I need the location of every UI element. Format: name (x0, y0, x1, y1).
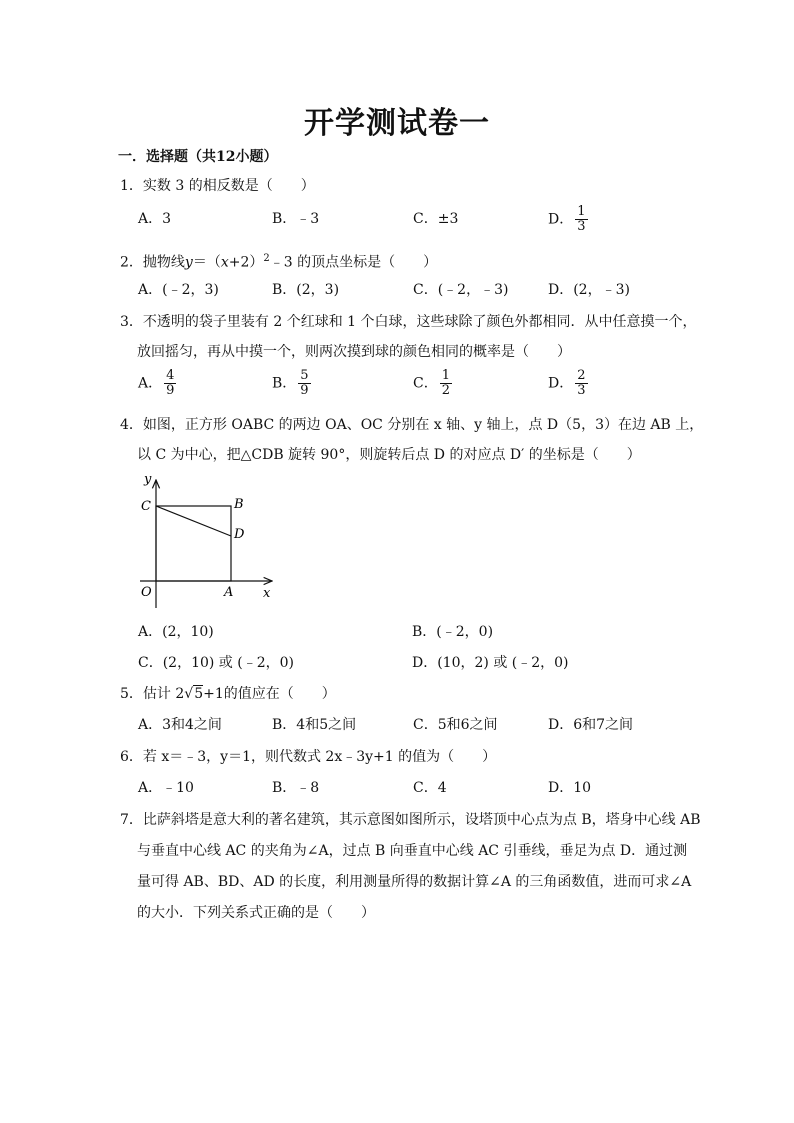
q1-option-a: A．3 (138, 211, 172, 227)
q1-option-b: B．﹣3 (272, 211, 320, 227)
fraction: $\frac{2}{3}$ (577, 368, 586, 398)
q6-option-b: B．﹣8 (272, 780, 320, 796)
question-4-line-2: 以 C 为中心，把△CDB 旋转 90°，则旋转后点 D 的对应点 D′ 的坐标是（ ） (137, 447, 641, 463)
segment-cd (156, 506, 231, 536)
question-7-line-3: 量可得 AB、BD、AD 的长度，利用测量所得的数据计算∠A 的三角函数值，进而可求∠A (137, 874, 692, 890)
q5-option-a: A．3和4之间 (138, 717, 222, 733)
point-c-label: C (141, 499, 151, 514)
q4-option-d: D．(10，2) 或 (﹣2，0) (412, 655, 569, 671)
radical: 5 (194, 686, 204, 702)
page-title: 开学测试卷一 (304, 106, 490, 141)
q3-option-d: D． $\frac{2}{3}$ (548, 368, 586, 398)
q5-option-c: C．5和6之间 (413, 717, 498, 733)
q4-option-c: C．(2，10) 或 (﹣2，0) (138, 655, 294, 671)
fraction: $\frac{1}{2}$ (441, 368, 450, 398)
question-2-stem: 2．抛物线$y=(x+2)^2﹣3$ 的顶点坐标是（ ） (120, 253, 438, 271)
q2-option-b: B．(2，3) (272, 282, 340, 298)
q2-option-d: D．(2，﹣3) (548, 282, 630, 298)
fraction: $\frac{1}{3}$ (577, 204, 586, 234)
question-7-line-4: 的大小．下列关系式正确的是（ ） (137, 905, 375, 921)
question-3-line-1: 3．不透明的袋子里装有 2 个红球和 1 个白球，这些球除了颜色外都相同．从中任意摸一个， (120, 314, 697, 330)
square-oabc (156, 506, 231, 581)
q2-option-c: C．(﹣2，﹣3) (413, 282, 509, 298)
q5-option-b: B．4和5之间 (272, 717, 357, 733)
question-4-line-1: 4．如图，正方形 OABC 的两边 OA、OC 分别在 x 轴、y 轴上，点 D（5，3）在边 AB 上， (120, 417, 704, 433)
question-5-stem: 5．估计 2√5+1的值应在（ ） (120, 686, 336, 702)
q1-option-d: D． $\frac{1}{3}$ (548, 204, 586, 234)
question-7-line-1: 7．比萨斜塔是意大利的著名建筑，其示意图如图所示，设塔顶中心点为点 B，塔身中心线 AB (120, 812, 701, 828)
q6-option-c: C．4 (413, 780, 447, 796)
fraction: $\frac{4}{9}$ (166, 368, 175, 398)
q3-option-c: C． $\frac{1}{2}$ (413, 368, 450, 398)
q3-option-a: A． $\frac{4}{9}$ (138, 368, 175, 398)
q6-option-a: A．﹣10 (138, 780, 194, 796)
question-1-stem: 1．实数 3 的相反数是（ ） (120, 178, 315, 194)
fraction: $\frac{5}{9}$ (300, 368, 309, 398)
q4-option-a: A．(2，10) (138, 624, 214, 640)
q4-option-b: B．(﹣2，0) (412, 624, 494, 640)
square-figure (130, 468, 280, 608)
question-3-line-2: 放回摇匀，再从中摸一个，则两次摸到球的颜色相同的概率是（ ） (137, 344, 571, 360)
q5-option-d: D．6和7之间 (548, 717, 634, 733)
section-heading: 一．选择题（共12小题） (118, 149, 278, 165)
point-o-label: O (141, 585, 152, 600)
q6-option-d: D．10 (548, 780, 592, 796)
y-axis-label: y (144, 472, 152, 487)
q1-option-c: C．±3 (413, 211, 459, 227)
point-a-label: A (224, 585, 234, 600)
point-b-label: B (234, 497, 244, 512)
x-axis-label: x (263, 586, 271, 601)
question-6-stem: 6．若 x＝﹣3，y＝1，则代数式 2x﹣3y+1 的值为（ ） (120, 749, 497, 765)
point-d-label: D (234, 527, 245, 542)
q3-option-b: B． $\frac{5}{9}$ (272, 368, 309, 398)
question-7-line-2: 与垂直中心线 AC 的夹角为∠A，过点 B 向垂直中心线 AC 引垂线，垂足为点 D．通过测 (137, 843, 688, 859)
q2-option-a: A．(﹣2，3) (138, 282, 219, 298)
